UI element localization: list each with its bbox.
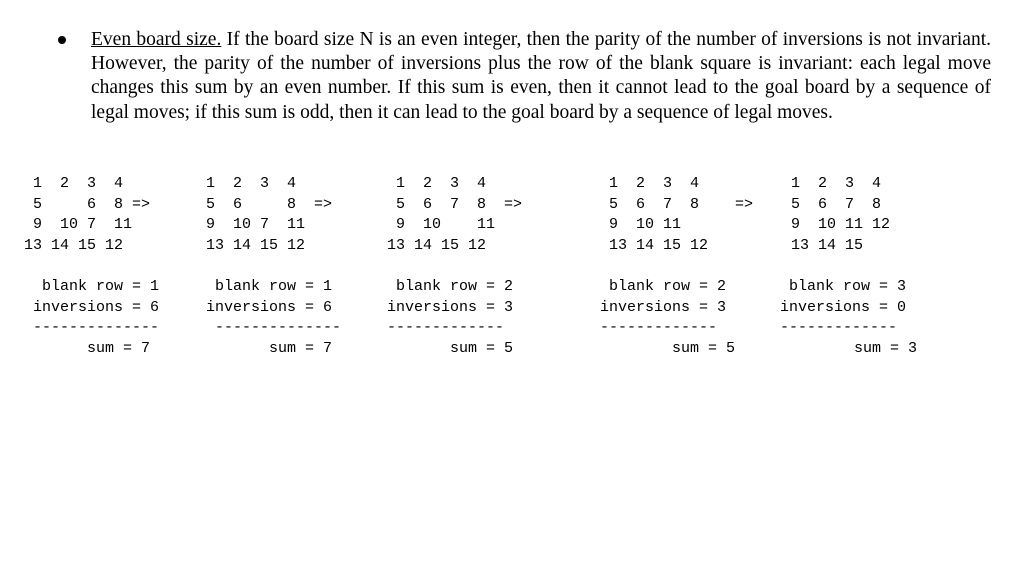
inversions-label: inversions = 0 [780, 298, 907, 316]
board-row: 9 10 11 [387, 216, 496, 233]
separator-line: ------------- [387, 319, 505, 336]
board-example-1 [24, 174, 159, 359]
blank-row-label: blank row = 1 [24, 278, 160, 295]
separator-line: -------------- [206, 319, 342, 336]
separator-line: -------------- [24, 319, 160, 336]
board-example-4 [600, 174, 754, 359]
sum-label: sum = 5 [609, 339, 736, 357]
board-example-2 [206, 174, 341, 359]
board-row: 1 2 3 4 [609, 175, 700, 192]
sum-label: sum = 7 [24, 339, 151, 357]
board-row: 5 6 7 8 [791, 195, 882, 213]
blank-row-label: blank row = 3 [780, 278, 907, 295]
paragraph-term: Even board size. [91, 29, 222, 50]
bullet-paragraph [91, 28, 991, 125]
board-row: 1 2 3 4 [24, 175, 124, 192]
board-row: 13 14 15 [791, 236, 864, 254]
board-row: 1 2 3 4 [206, 175, 297, 192]
inversions-label: inversions = 3 [387, 298, 514, 316]
board-row: 9 10 11 [609, 216, 682, 233]
board-row: 13 14 15 12 [24, 236, 124, 254]
sum-label: sum = 7 [206, 339, 333, 357]
inversions-label: inversions = 6 [24, 298, 160, 316]
board-row: 9 10 7 11 [206, 216, 306, 233]
board-row: 9 10 7 11 [24, 216, 133, 233]
inversions-label: inversions = 3 [600, 298, 727, 316]
board-row: 5 6 8 => [24, 195, 151, 213]
board-example-3 [387, 174, 522, 359]
inversions-label: inversions = 6 [206, 298, 333, 316]
board-row: 13 14 15 12 [387, 236, 487, 254]
board-row: 1 2 3 4 [791, 175, 882, 192]
bullet-dot-icon [58, 36, 66, 44]
separator-line: ------------- [600, 319, 718, 336]
sum-label: sum = 5 [387, 339, 514, 357]
sum-label: sum = 3 [791, 339, 918, 357]
blank-row-label: blank row = 2 [387, 278, 514, 295]
board-example-5 [780, 174, 918, 359]
board-row: 13 14 15 12 [206, 236, 306, 254]
board-row: 9 10 11 12 [791, 216, 891, 233]
board-row: 5 6 7 8 => [387, 195, 523, 213]
blank-row-label: blank row = 1 [206, 278, 333, 295]
board-row: 13 14 15 12 [609, 236, 709, 254]
paragraph-body: If the board size N is an even integer, then the parity of the number of inversions is not invariant. However, the parity of the number of inversions plus the row of the blank square is invariant: each legal move changes this sum by an even number. If this sum is even, then it cannot lead to the goal board by a sequence of legal moves; if this sum is odd, then it can lead to the goal board by a sequence of legal moves. [91, 29, 991, 123]
board-row: 1 2 3 4 [387, 175, 487, 192]
separator-line: ------------- [780, 319, 898, 336]
blank-row-label: blank row = 2 [600, 278, 727, 295]
board-row: 5 6 8 => [206, 195, 333, 213]
board-row: 5 6 7 8 => [609, 195, 754, 213]
